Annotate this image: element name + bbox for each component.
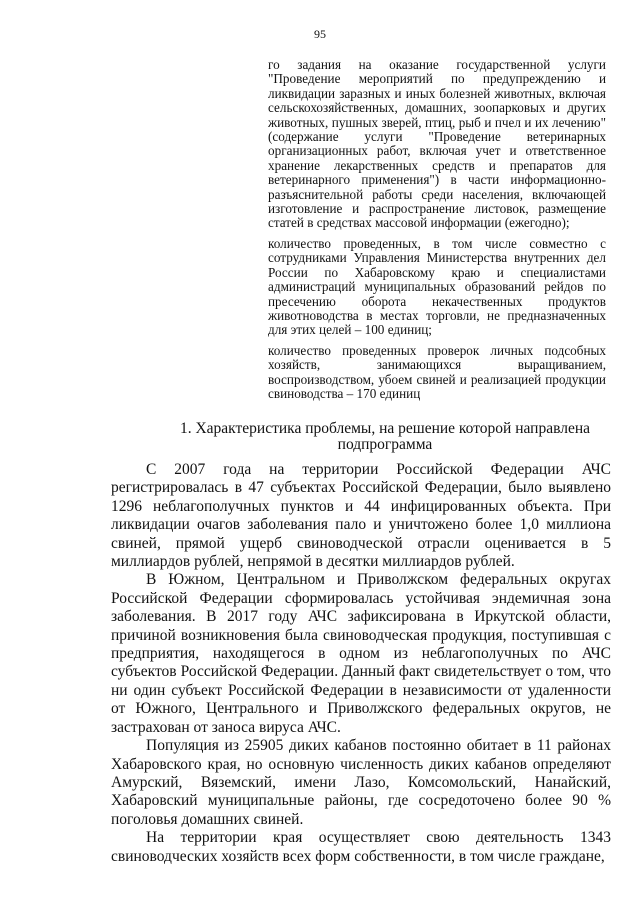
- indicator-paragraph: количество проведенных, в том числе совместно с сотрудниками Управления Министерства внутренних дел России по Хабаровскому краю и специалистами администраций муниципальных образований рейдов по пресечению оборота некачественных продуктов животноводства в местах торговли, не предназначенных для этих целей – 100 единиц;: [268, 235, 606, 338]
- indicator-paragraph: го задания на оказание государственной услуги "Проведение мероприятий по предупреждению и ликвидации заразных и иных болезней животных, включая сельскохозяйственных, домашних, зоопарковых и других животных, пушных зверей, птиц, рыб и пчел и их лечению" (содержание услуги "Проведение ветеринарных организационных работ, включая учет и ответственное хранение лекарственных средств и препаратов для ветеринарного применения") в части информационно-разъяснительной работы среди населения, включающей изготовление и распространение листовок, размещение статей в средствах массовой информации (ежегодно);: [268, 57, 606, 231]
- target-indicators-column: [268, 58, 606, 407]
- body-paragraph: В Южном, Центральном и Приволжском федеральных округах Российской Федерации сформировалась устойчивая эндемичная зона заболевания. В 2017 году АЧС зафиксирована в Иркутской области, причиной возникновения была свиноводческая продукция, поступившая с предприятия, находящегося в одном из неблагополучных по АЧС субъектов Российской Федерации. Данный факт свидетельствует о том, что ни один субъект Российской Федерации в независимости от удаленности от Южного, Центрального и Приволжского федеральных округов, не застрахован от заноса вируса АЧС.: [111, 571, 611, 736]
- page-number: 95: [314, 27, 326, 41]
- section-heading: [150, 421, 620, 453]
- section-heading-line: 1. Характеристика проблемы, на решение которой направлена: [179, 420, 591, 437]
- body-text: [111, 461, 611, 866]
- body-paragraph: Популяция из 25905 диких кабанов постоянно обитает в 11 районах Хабаровского края, но основную численность диких кабанов определяют Амурский, Вяземский, имени Лазо, Комсомольский, Нанайский, Хабаровский муниципальные районы, где сосредоточено более 90 % поголовья домашних свиней.: [111, 737, 611, 828]
- body-paragraph: С 2007 года на территории Российской Федерации АЧС регистрировалась в 47 субъектах Российской Федерации, было выявлено 1296 неблагополучных пунктов и 44 инфицированных объекта. При ликвидации очагов заболевания пало и уничтожено более 1,0 миллиона свиней, прямой ущерб свиноводческой отрасли оценивается в 5 миллиардов рублей, непрямой в десятки миллиардов рублей.: [111, 461, 611, 571]
- indicator-paragraph: количество проведенных проверок личных подсобных хозяйств, занимающихся выращиванием, воспроизводством, убоем свиней и реализацией продукции свиноводства – 170 единиц: [268, 342, 606, 401]
- body-paragraph: На территории края осуществляет свою деятельность 1343 свиноводческих хозяйств всех форм собственности, в том числе граждане,: [111, 829, 611, 865]
- section-heading-line: подпрограмма: [337, 436, 433, 453]
